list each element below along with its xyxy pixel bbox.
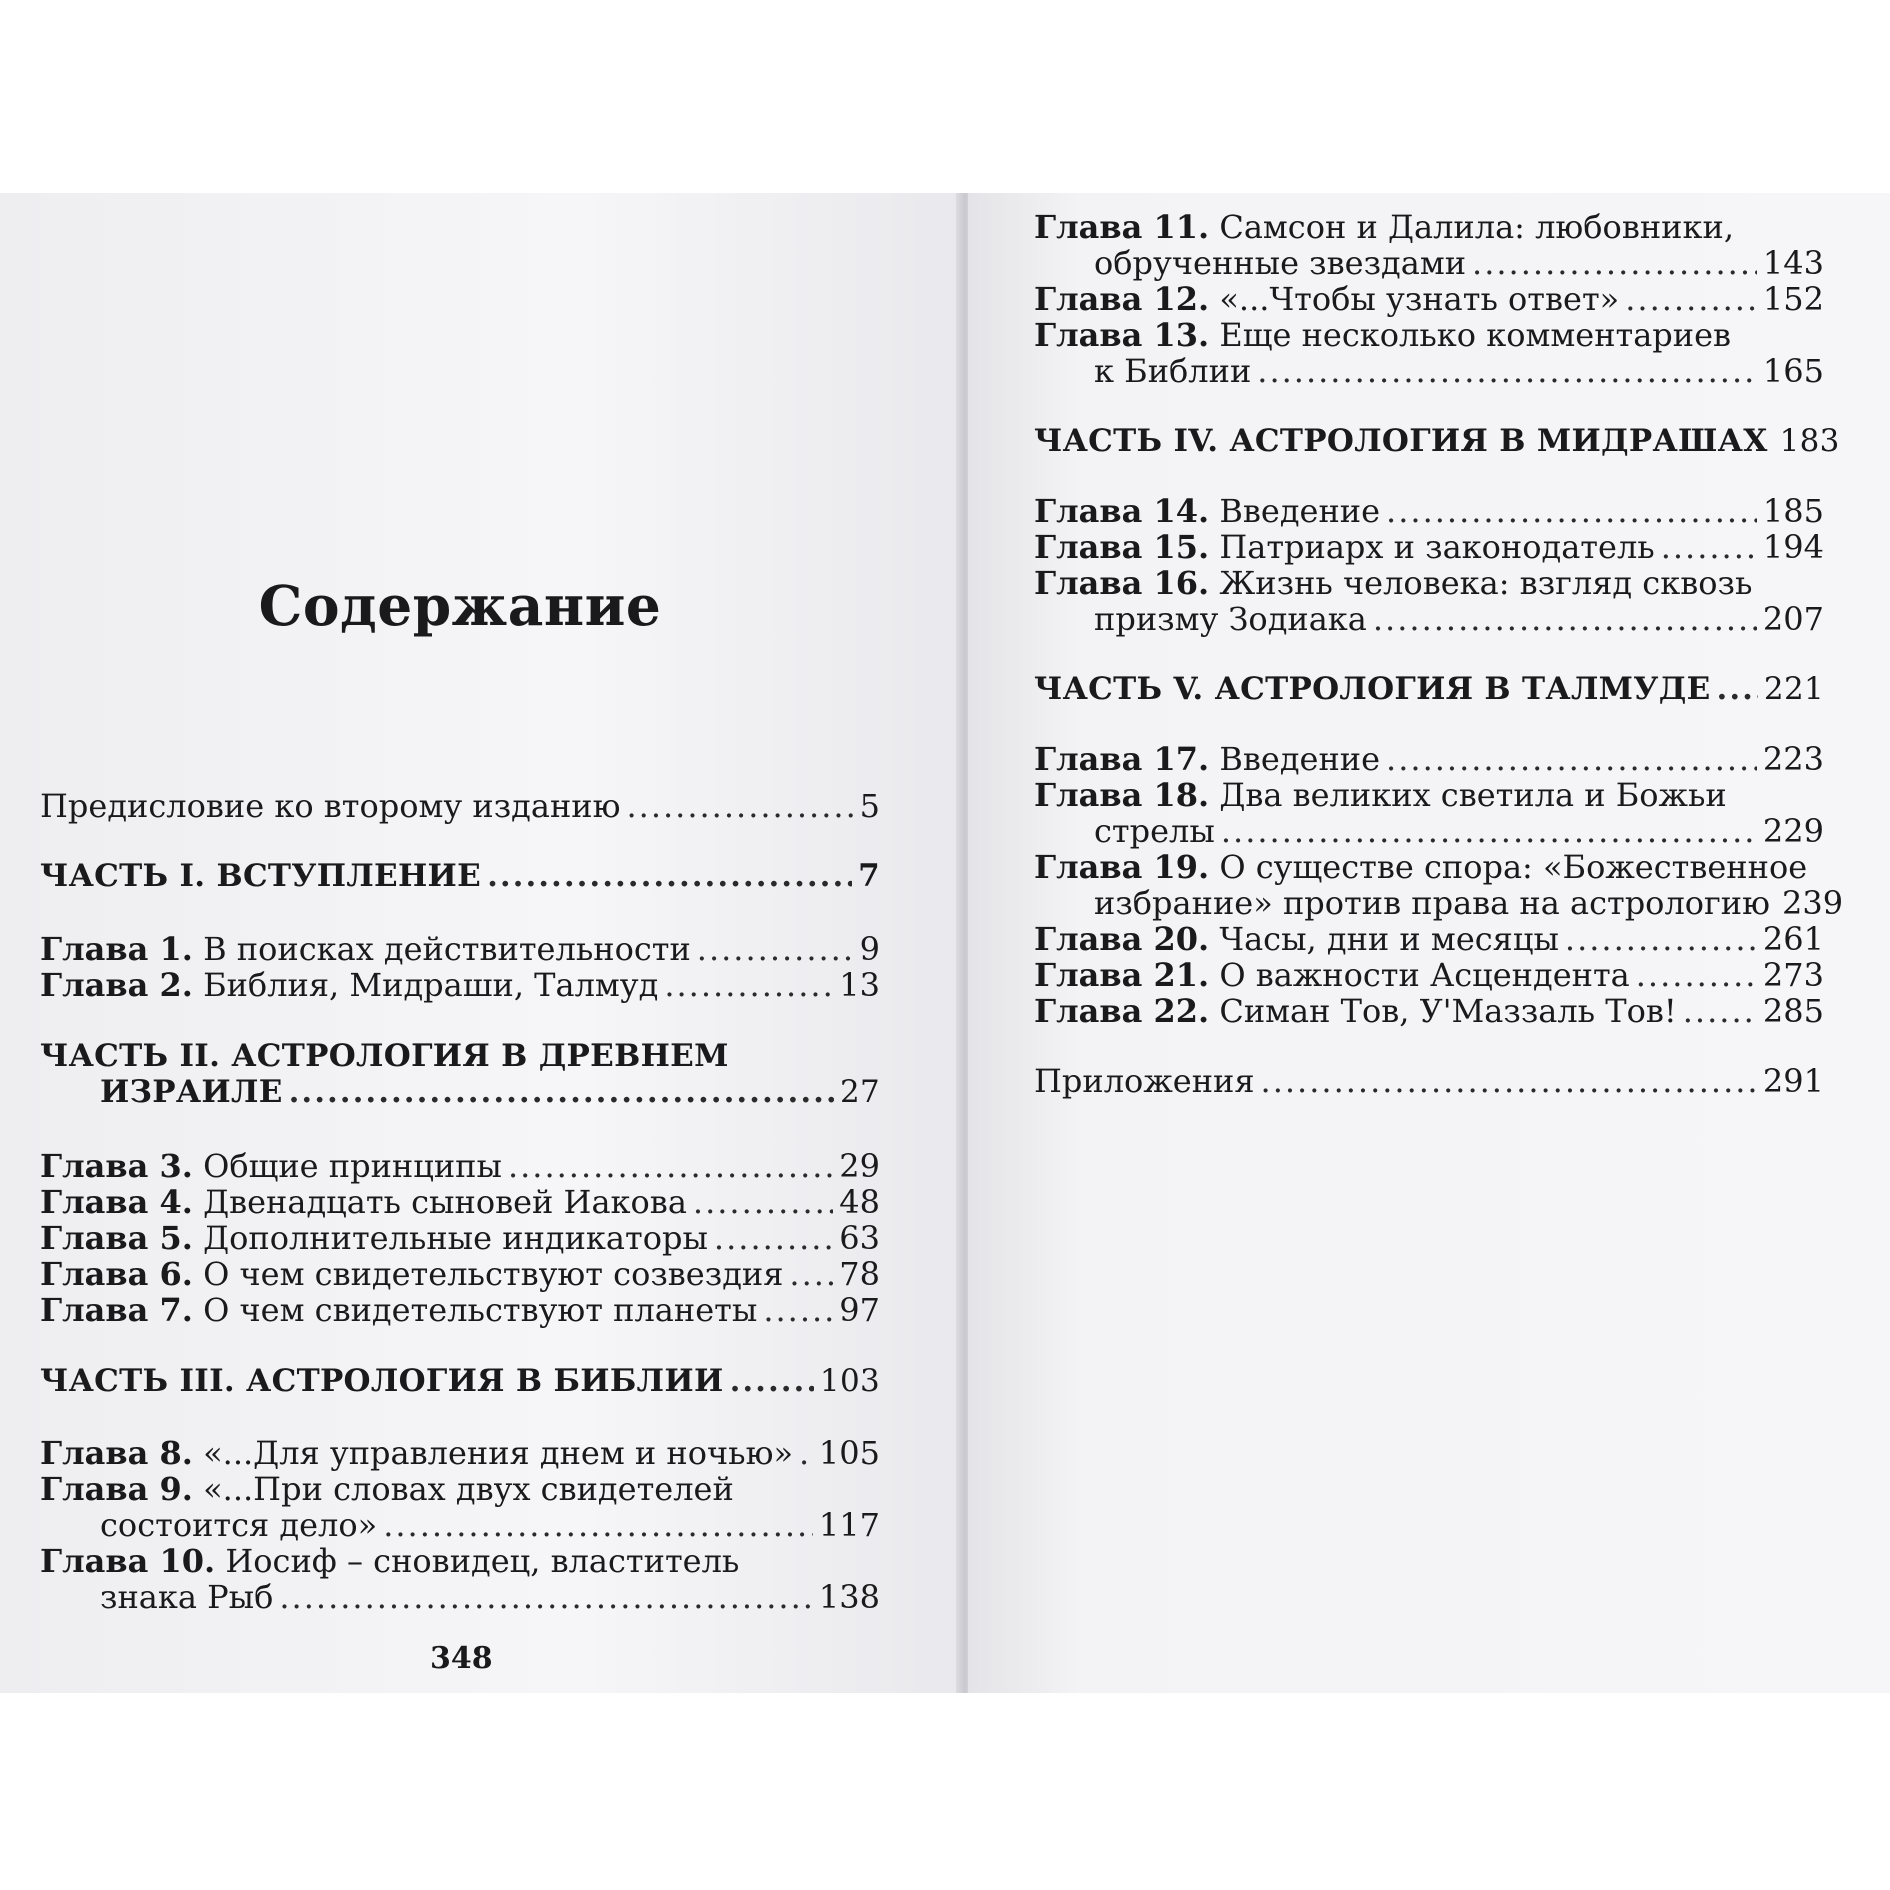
toc-entry-ch14: Глава 14. Введение ..... 185 bbox=[1034, 493, 1824, 529]
toc-entry-ch10-line1: Глава 10. Иосиф – сновидец, властитель bbox=[40, 1542, 740, 1580]
book-spread bbox=[0, 193, 1890, 1693]
toc-entry-ch16-line1: Глава 16. Жизнь человека: взгляд сквозь bbox=[1034, 564, 1753, 602]
toc-entry-ch16: призму Зодиака ..... 207 bbox=[1094, 601, 1824, 637]
toc-entry-ch8: Глава 8. «...Для управления днем и ночью» ..... 105 bbox=[40, 1435, 880, 1471]
toc-entry-ch1: Глава 1. В поисках действительности ..... 9 bbox=[40, 931, 880, 967]
toc-entry-ch5: Глава 5. Дополнительные индикаторы ..... 63 bbox=[40, 1220, 880, 1256]
toc-entry-ch20: Глава 20. Часы, дни и месяцы ..... 261 bbox=[1034, 921, 1824, 957]
toc-entry-ch13: к Библии ..... 165 bbox=[1094, 353, 1824, 389]
toc-entry-ch17: Глава 17. Введение ..... 223 bbox=[1034, 741, 1824, 777]
toc-entry-ch18: стрелы ..... 229 bbox=[1094, 813, 1824, 849]
right-page bbox=[968, 193, 1890, 1693]
toc-part-5: ЧАСТЬ V. АСТРОЛОГИЯ В ТАЛМУДЕ ..... 221 bbox=[1034, 671, 1824, 707]
toc-entry-ch11-line1: Глава 11. Самсон и Далила: любовники, bbox=[1034, 208, 1734, 246]
left-page bbox=[0, 193, 962, 1693]
toc-entry-ch18-line1: Глава 18. Два великих светила и Божьи bbox=[1034, 776, 1727, 814]
toc-entry-ch13-line1: Глава 13. Еще несколько комментариев bbox=[1034, 316, 1732, 354]
toc-entry-ch6: Глава 6. О чем свидетельствуют созвездия ..... 78 bbox=[40, 1256, 880, 1292]
toc-entry-ch19-line1: Глава 19. О существе спора: «Божественное bbox=[1034, 848, 1808, 886]
toc-part-4: ЧАСТЬ IV. АСТРОЛОГИЯ В МИДРАШАХ 183 bbox=[1034, 423, 1840, 459]
toc-entry-ch22: Глава 22. Симан Тов, У'Маззаль Тов! ..... 285 bbox=[1034, 993, 1824, 1029]
toc-entry-appendix: Приложения ..... 291 bbox=[1034, 1063, 1824, 1099]
toc-entry-ch9-line1: Глава 9. «...При словах двух свидетелей bbox=[40, 1470, 734, 1508]
toc-entry-ch2: Глава 2. Библия, Мидраши, Талмуд ..... 13 bbox=[40, 967, 880, 1003]
page-number: 348 bbox=[430, 1641, 493, 1676]
toc-entry-ch3: Глава 3. Общие принципы ..... 29 bbox=[40, 1148, 880, 1184]
toc-entry-ch4: Глава 4. Двенадцать сыновей Иакова ..... 48 bbox=[40, 1184, 880, 1220]
toc-entry-ch21: Глава 21. О важности Асцендента ..... 273 bbox=[1034, 957, 1824, 993]
toc-part-2-line1: ЧАСТЬ II. АСТРОЛОГИЯ В ДРЕВНЕМ bbox=[40, 1038, 729, 1074]
toc-entry-ch9: состоится дело» ..... 117 bbox=[100, 1507, 880, 1543]
toc-entry-ch7: Глава 7. О чем свидетельствуют планеты ..... 97 bbox=[40, 1292, 880, 1328]
toc-part-2: ИЗРАИЛЕ ..... 27 bbox=[100, 1074, 880, 1110]
page-title: Содержание bbox=[258, 573, 662, 638]
toc-entry-ch15: Глава 15. Патриарх и законодатель ..... 194 bbox=[1034, 529, 1824, 565]
toc-part-1: ЧАСТЬ I. ВСТУПЛЕНИЕ ..... 7 bbox=[40, 858, 880, 894]
toc-part-3: ЧАСТЬ III. АСТРОЛОГИЯ В БИБЛИИ ..... 103 bbox=[40, 1363, 880, 1399]
toc-entry-preface: Предисловие ко второму изданию ..... 5 bbox=[40, 788, 880, 824]
toc-entry-ch19: избрание» против права на астрологию 239 bbox=[1094, 884, 1844, 922]
toc-entry-ch10: знака Рыб ..... 138 bbox=[100, 1579, 880, 1615]
toc-entry-ch11: обрученные звездами ..... 143 bbox=[1094, 245, 1824, 281]
toc-entry-ch12: Глава 12. «...Чтобы узнать ответ» ..... 152 bbox=[1034, 281, 1824, 317]
